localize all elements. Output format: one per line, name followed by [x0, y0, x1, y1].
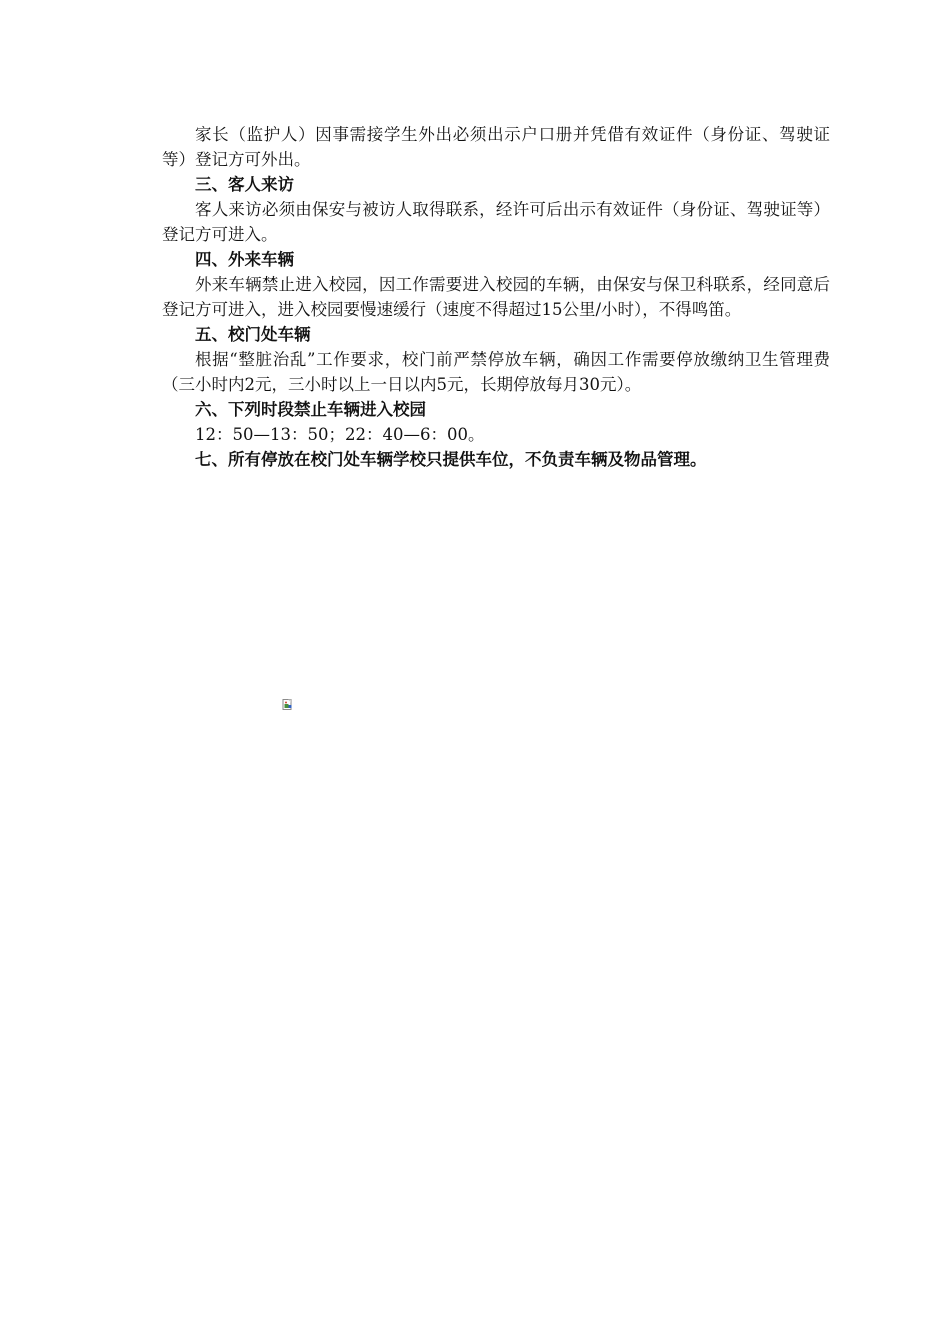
broken-image-icon	[282, 696, 294, 708]
paragraph-gate-vehicles: 根据“整脏治乱”工作要求，校门前严禁停放车辆，确因工作需要停放缴纳卫生管理费（三小时内2元，三小时以上一日以内5元，长期停放每月30元）。	[162, 350, 830, 394]
heading-visitors: 三、客人来访	[195, 175, 294, 194]
document-body	[162, 122, 830, 472]
heading-gate-vehicles: 五、校门处车辆	[195, 325, 311, 344]
paragraph-restricted-hours: 12：50—13：50；22：40—6：00。	[195, 425, 485, 444]
paragraph-visitors: 客人来访必须由保安与被访人取得联系，经许可后出示有效证件（身份证、驾驶证等）登记方可进入。	[162, 200, 830, 244]
heading-parking-liability: 七、所有停放在校门处车辆学校只提供车位，不负责车辆及物品管理。	[195, 450, 707, 469]
paragraph-external-vehicles: 外来车辆禁止进入校园，因工作需要进入校园的车辆，由保安与保卫科联系，经同意后登记方可进入，进入校园要慢速缓行（速度不得超过15公里/小时），不得鸣笛。	[162, 275, 830, 319]
paragraph-parent-pickup: 家长（监护人）因事需接学生外出必须出示户口册并凭借有效证件（身份证、驾驶证等）登记方可外出。	[162, 125, 830, 169]
heading-restricted-hours: 六、下列时段禁止车辆进入校园	[195, 400, 426, 419]
heading-external-vehicles: 四、外来车辆	[195, 250, 294, 269]
